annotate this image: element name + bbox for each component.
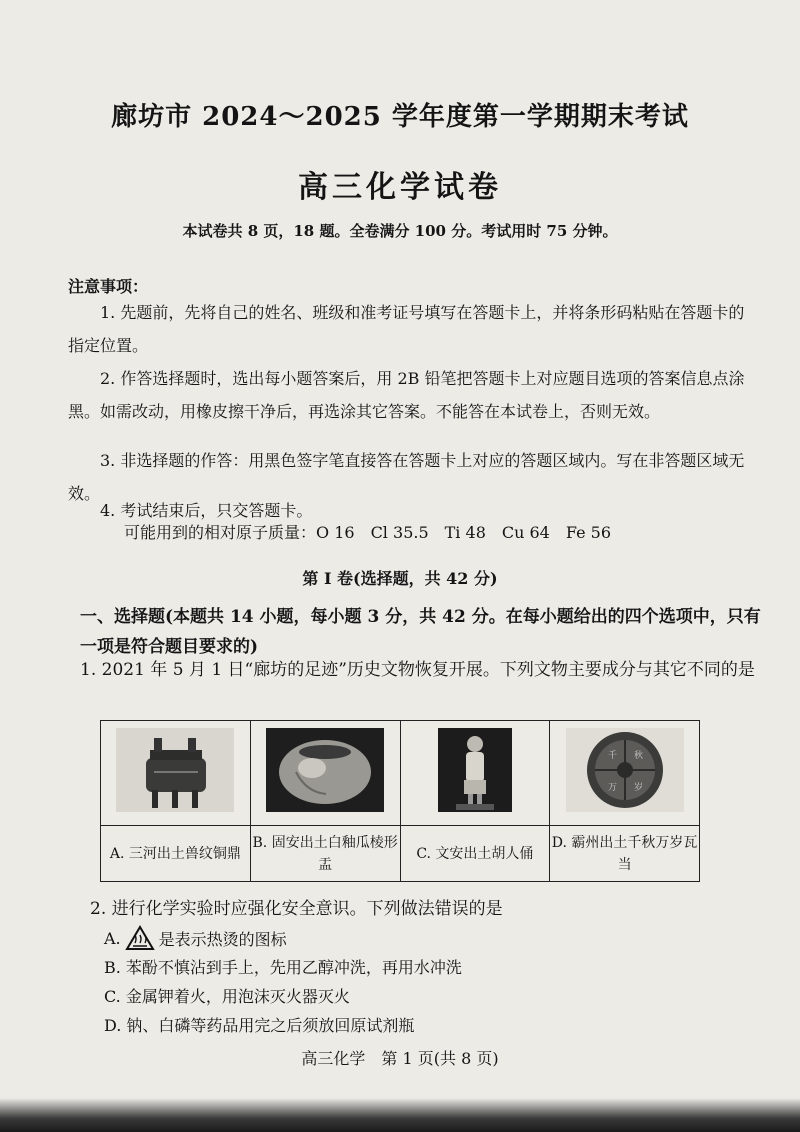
svg-text:千: 千 xyxy=(607,750,617,761)
exam-info: 本试卷共 8 页，18 题。全卷满分 100 分。考试用时 75 分钟。 xyxy=(182,222,618,240)
q2-option-b: B. 苯酚不慎沾到手上，先用乙醇冲洗，再用水冲洗 xyxy=(104,958,462,977)
roof-tile-end-image xyxy=(566,728,684,812)
question-2-stem: 2. 进行化学实验时应强化安全意识。下列做法错误的是 xyxy=(90,899,503,919)
notes-heading: 注意事项： xyxy=(68,277,149,296)
figurine-image xyxy=(416,728,534,812)
atomic-masses: 可能用到的相对原子质量：O 16 Cl 35.5 Ti 48 Cu 64 Fe 56 xyxy=(124,523,612,542)
page-footer: 高三化学 第 1 页(共 8 页) xyxy=(301,1049,499,1068)
scan-edge-shadow xyxy=(0,1098,800,1132)
note-item-2: 2. 作答选择题时，选出每小题答案后，用 2B 铅笔把答题卡上对应题目选项的答案信息点涂黑。如需改动，用橡皮擦干净后，再选涂其它答案。不能答在本试卷上，否则无效。 xyxy=(68,369,745,421)
bronze-ding-image xyxy=(116,728,234,812)
relic-cell-a xyxy=(101,721,251,826)
q2-option-a-label: A. xyxy=(104,928,121,948)
relic-cell-d xyxy=(550,721,700,826)
svg-text:岁: 岁 xyxy=(633,782,643,793)
relic-cell-c xyxy=(400,721,550,826)
svg-text:万: 万 xyxy=(607,782,617,793)
option-a-label: A. 三河出土兽纹铜鼎 xyxy=(101,826,251,882)
option-c-label: C. 文安出土胡人俑 xyxy=(400,826,550,882)
note-item-1: 1. 先题前，先将自己的姓名、班级和准考证号填写在答题卡上，并将条形码粘贴在答题卡的指定位置。 xyxy=(68,303,745,355)
note-item-4: 4. 考试结束后，只交答题卡。 xyxy=(100,501,313,520)
note-item-3: 3. 非选择题的作答：用黑色签字笔直接答在答题卡上对应的答题区域内。写在非答题区域无效。 xyxy=(68,451,745,503)
q2-option-a xyxy=(104,925,287,951)
option-b-label: B. 固安出土白釉瓜棱形盂 xyxy=(250,826,400,882)
relics-table xyxy=(100,720,700,882)
q2-option-c: C. 金属钾着火，用泡沫灭火器灭火 xyxy=(104,987,350,1006)
exam-subtitle: 高三化学试卷 xyxy=(298,170,502,205)
hot-surface-warning-icon xyxy=(125,925,155,951)
q2-option-a-text: 是表示热烫的图标 xyxy=(158,929,287,949)
white-glazed-jar-image xyxy=(266,728,384,812)
exam-title: 廊坊市 2024～2025 学年度第一学期期末考试 xyxy=(111,102,689,132)
option-d-label: D. 霸州出土千秋万岁瓦当 xyxy=(550,826,700,882)
relic-cell-b xyxy=(250,721,400,826)
part-title: 一、选择题(本题共 14 小题，每小题 3 分，共 42 分。在每小题给出的四个选项中，只有一项是符合题目要求的) xyxy=(80,607,761,657)
question-1-stem: 1. 2021 年 5 月 1 日“廊坊的足迹”历史文物恢复开展。下列文物主要成分与其它不同的是 xyxy=(80,660,755,680)
svg-text:秋: 秋 xyxy=(633,750,643,761)
q2-option-d: D. 钠、白磷等药品用完之后须放回原试剂瓶 xyxy=(104,1016,415,1035)
section-heading: 第 I 卷(选择题，共 42 分) xyxy=(302,569,498,588)
